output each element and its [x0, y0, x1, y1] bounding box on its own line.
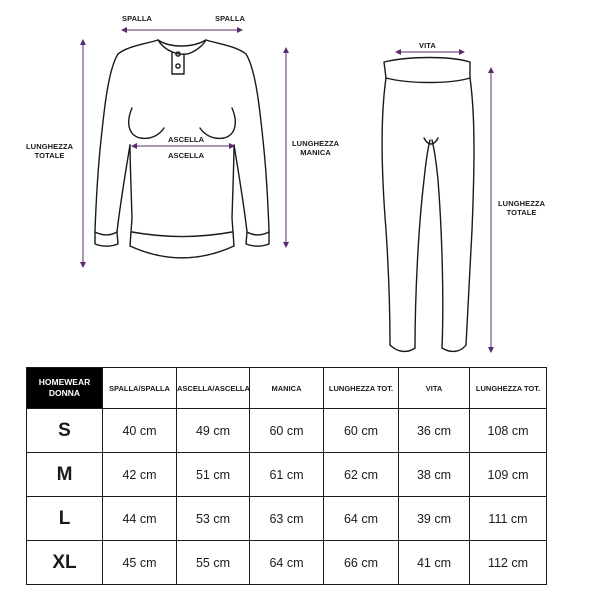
size-cell: L: [27, 497, 103, 541]
col-header-armpit: ASCELLA/ASCELLA: [177, 368, 250, 409]
value-cell: 66 cm: [324, 541, 399, 585]
value-cell: 36 cm: [399, 409, 470, 453]
size-cell: S: [27, 409, 103, 453]
size-chart-table: [26, 367, 547, 585]
value-cell: 39 cm: [399, 497, 470, 541]
value-cell: 41 cm: [399, 541, 470, 585]
pants-measure-lines: [398, 52, 491, 350]
top-garment-drawing: [95, 40, 269, 258]
pants-total-length-label-line2: TOTALE: [506, 208, 537, 217]
value-cell: 55 cm: [177, 541, 250, 585]
value-cell: 49 cm: [177, 409, 250, 453]
value-cell: 53 cm: [177, 497, 250, 541]
value-cell: 61 cm: [250, 453, 324, 497]
value-cell: 44 cm: [103, 497, 177, 541]
col-header-top-length: LUNGHEZZA TOT.: [324, 368, 399, 409]
corner-line2: DONNA: [48, 388, 81, 398]
pants-total-length-label-line1: LUNGHEZZA: [498, 199, 546, 208]
sleeve-length-label-line2: MANICA: [300, 148, 331, 157]
table-row: [27, 497, 547, 541]
value-cell: 45 cm: [103, 541, 177, 585]
size-cell: XL: [27, 541, 103, 585]
value-cell: 108 cm: [470, 409, 547, 453]
corner-line1: HOMEWEAR: [38, 377, 91, 387]
value-cell: 112 cm: [470, 541, 547, 585]
value-cell: 40 cm: [103, 409, 177, 453]
col-header-waist: VITA: [399, 368, 470, 409]
value-cell: 64 cm: [250, 541, 324, 585]
armpit-label-bottom: ASCELLA: [168, 151, 205, 160]
table-corner-cell: [27, 368, 103, 409]
sleeve-length-label-line1: LUNGHEZZA: [292, 139, 340, 148]
value-cell: 38 cm: [399, 453, 470, 497]
top-total-length-label: [26, 142, 73, 160]
pants-garment-drawing: [382, 58, 474, 352]
table-header-row: [27, 368, 547, 409]
value-cell: 109 cm: [470, 453, 547, 497]
waist-label: VITA: [419, 41, 436, 50]
value-cell: 111 cm: [470, 497, 547, 541]
sleeve-length-label: [292, 139, 339, 157]
value-cell: 63 cm: [250, 497, 324, 541]
col-header-shoulder: SPALLA/SPALLA: [103, 368, 177, 409]
top-total-length-label-line1: LUNGHEZZA: [26, 142, 74, 151]
pants-total-length-label: [498, 199, 545, 217]
table-row: [27, 409, 547, 453]
value-cell: 42 cm: [103, 453, 177, 497]
col-header-pants-length: LUNGHEZZA TOT.: [470, 368, 547, 409]
value-cell: 60 cm: [324, 409, 399, 453]
armpit-label-top: ASCELLA: [168, 135, 205, 144]
value-cell: 64 cm: [324, 497, 399, 541]
table-row: [27, 453, 547, 497]
value-cell: 60 cm: [250, 409, 324, 453]
value-cell: 51 cm: [177, 453, 250, 497]
size-cell: M: [27, 453, 103, 497]
shoulder-label-left: SPALLA: [122, 14, 153, 23]
table-row: [27, 541, 547, 585]
value-cell: 62 cm: [324, 453, 399, 497]
col-header-sleeve: MANICA: [250, 368, 324, 409]
shoulder-label-right: SPALLA: [215, 14, 246, 23]
top-total-length-label-line2: TOTALE: [34, 151, 65, 160]
